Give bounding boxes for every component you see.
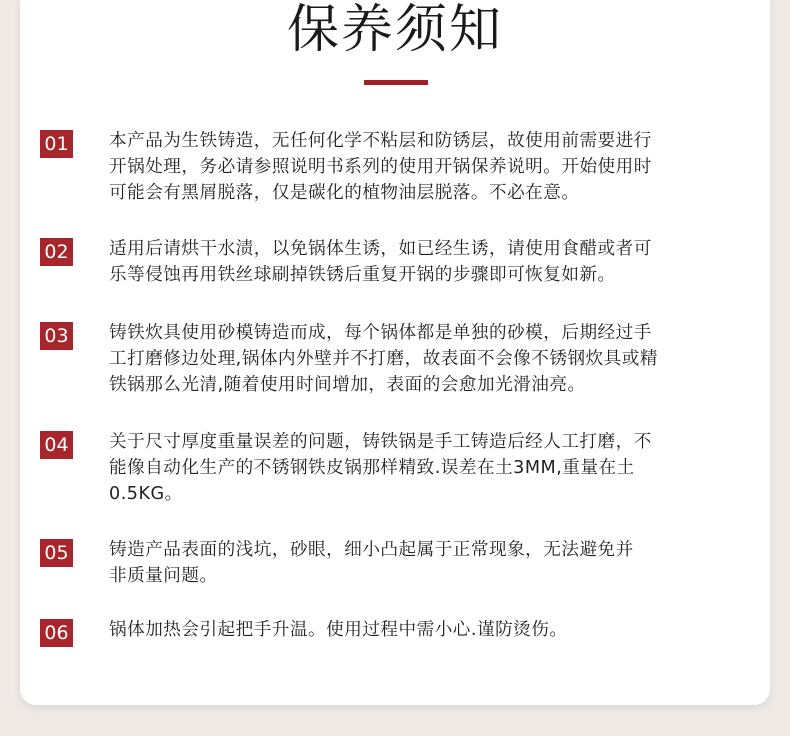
page-title: 保养须知: [286, 0, 503, 60]
item-number-badge: 01: [40, 130, 73, 158]
item-text: 锅体加热会引起把手升温。使用过程中需小心.谨防烫伤。: [109, 620, 568, 640]
item-number-badge: 05: [40, 539, 73, 567]
item-text: 本产品为生铁铸造，无任何化学不粘层和防锈层，故使用前需要进行 开锅处理，务必请参照说明书系列的使用开锅保养说明。开始使用时 可能会有黑屑脱落，仅是碳化的植物油层脱落。不必在意。: [109, 131, 652, 203]
item-number-badge: 02: [40, 238, 73, 266]
item-text: 关于尺寸厚度重量误差的问题，铸铁锅是手工铸造后经人工打磨，不 能像自动化生产的不锈钢铁皮锅那样精致.误差在土3MM,重量在土 0.5KG。: [109, 432, 652, 504]
item-number-badge: 04: [40, 431, 73, 459]
item-text: 适用后请烘干水渍，以免锅体生诱，如已经生诱，请使用食醋或者可 乐等侵蚀再用铁丝球刷掉铁锈后重复开锅的步骤即可恢复如新。: [109, 239, 652, 285]
item-number-badge: 06: [40, 619, 73, 647]
title-underline: [364, 80, 428, 85]
item-number-badge: 03: [40, 322, 73, 350]
item-text: 铸造产品表面的浅坑，砂眼，细小凸起属于正常现象，无法避免并 非质量问题。: [109, 540, 634, 586]
item-text: 铸铁炊具使用砂模铸造而成，每个锅体都是单独的砂模，后期经过手 工打磨修边处理,锅体内外壁并不打磨，故表面不会像不锈钢炊具或精 铁锅那么光清,随着使用时间增加，表面的会愈加光滑油亮。: [109, 323, 658, 395]
